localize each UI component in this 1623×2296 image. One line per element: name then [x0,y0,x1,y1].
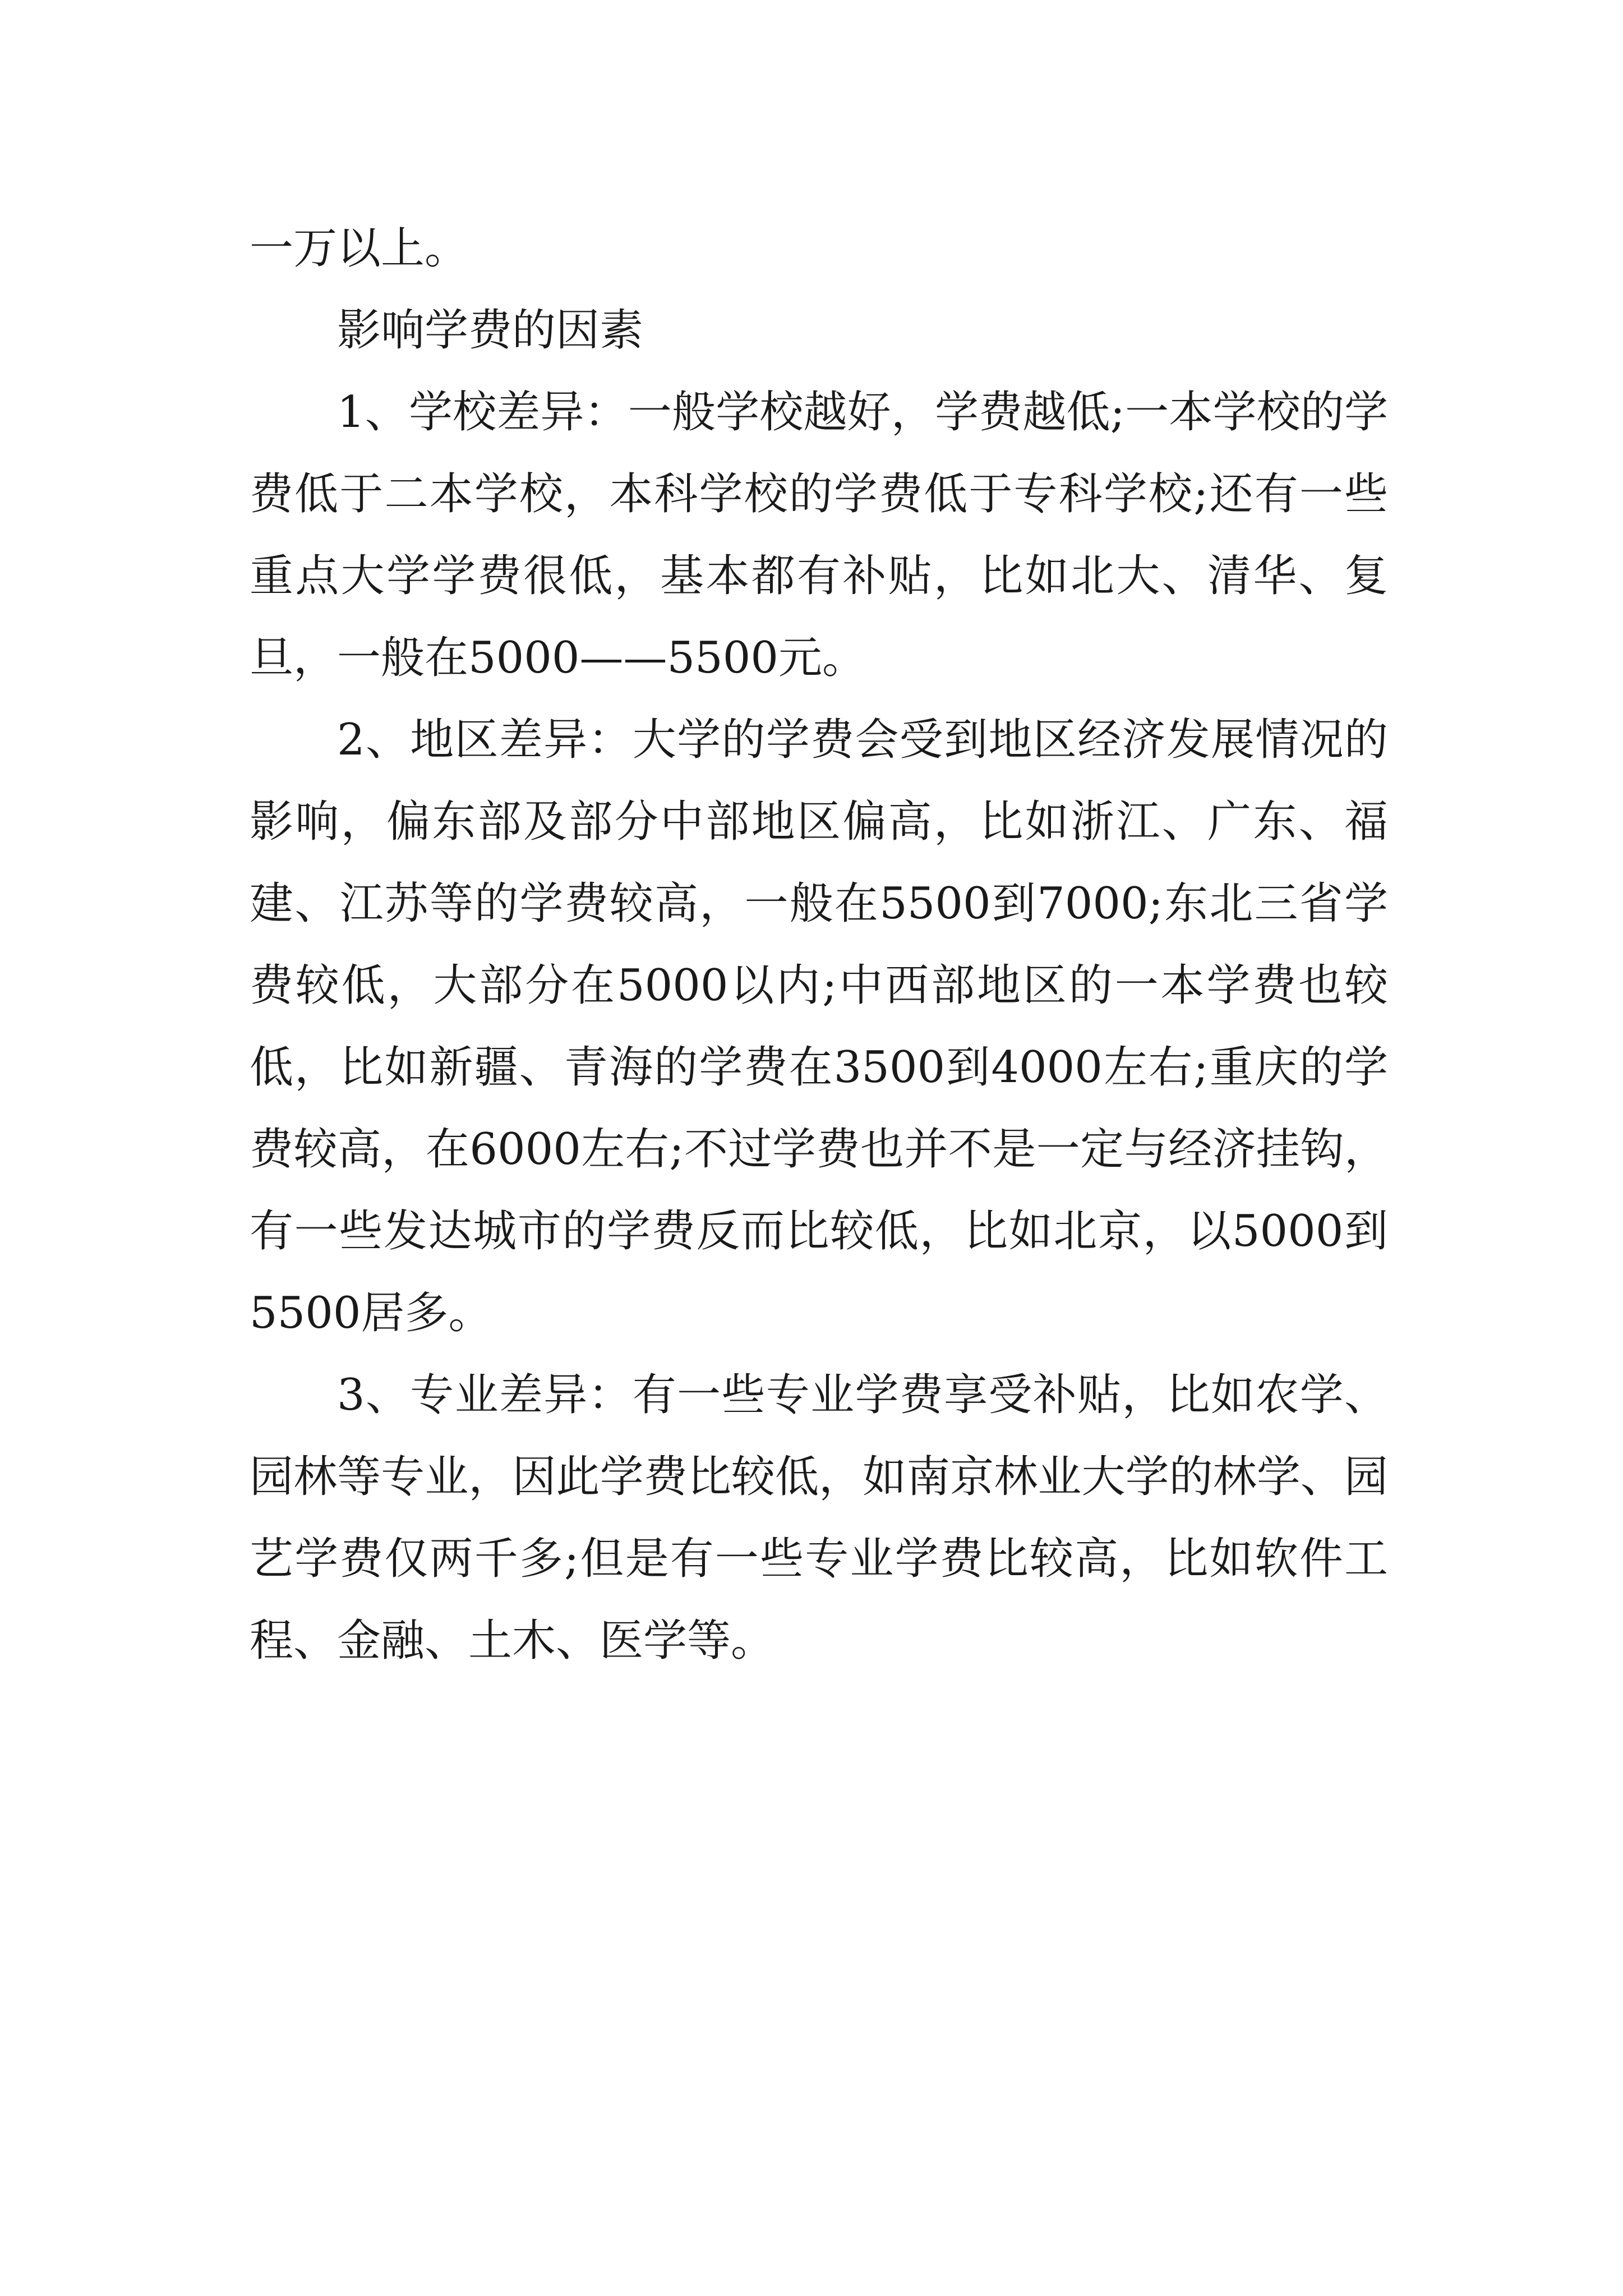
paragraph-major-difference: 3、专业差异：有一些专业学费享受补贴，比如农学、园林等专业，因此学费比较低，如南京林业大学的林学、园艺学费仅两千多;但是有一些专业学费比较高，比如软件工程、金融、土木、医学等。 [250,1370,1388,1666]
paragraph-region-difference: 2、地区差异：大学的学费会受到地区经济发展情况的影响，偏东部及部分中部地区偏高，比如浙江、广东、福建、江苏等的学费较高，一般在5500到7000;东北三省学费较低，大部分在5000以内;中西部地区的一本学费也较低，比如新疆、青海的学费在3500到4000左右;重庆的学费较高，在6000左右;不过学费也并不是一定与经济挂钩，有一些发达城市的学费反而比较低，比如北京，以5000到5500居多。 [250,715,1388,1338]
document-body [250,208,1388,1682]
paragraph-continuation: 一万以上。 [250,223,469,274]
paragraph-school-difference: 1、学校差异：一般学校越好，学费越低;一本学校的学费低于二本学校，本科学校的学费低于专科学校;还有一些重点大学学费很低，基本都有补贴，比如北大、清华、复旦，一般在5000——5500元。 [250,387,1388,683]
section-heading: 影响学费的因素 [337,305,644,356]
